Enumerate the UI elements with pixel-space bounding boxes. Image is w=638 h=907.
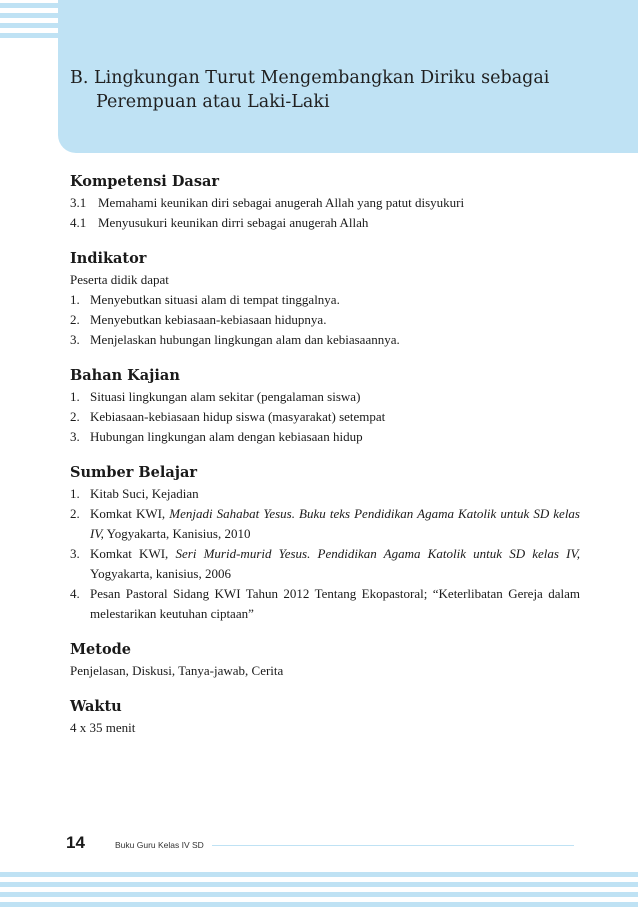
list-item	[70, 330, 580, 350]
bahan-section	[70, 366, 580, 447]
list-item	[70, 387, 580, 407]
book-title: Buku Guru Kelas IV SD	[115, 840, 204, 850]
list-item	[70, 427, 580, 447]
list-item	[70, 193, 580, 213]
decorative-stripe	[0, 882, 638, 887]
item-number: 3.	[70, 332, 80, 347]
item-number: 2.	[70, 506, 80, 521]
decorative-stripe	[0, 892, 638, 897]
kompetensi-section	[70, 172, 580, 233]
metode-text: Penjelasan, Diskusi, Tanya-jawab, Cerita	[70, 663, 284, 678]
decorative-stripe	[0, 872, 638, 877]
decorative-stripe	[0, 902, 638, 907]
list-item	[70, 407, 580, 427]
item-text: Situasi lingkungan alam sekitar (pengalaman siswa)	[90, 389, 361, 404]
item-text: Kitab Suci, Kejadian	[90, 486, 199, 501]
bahan-heading: Bahan Kajian	[70, 367, 180, 384]
item-text	[90, 504, 580, 544]
item-text: Menjelaskan hubungan lingkungan alam dan kebiasaannya.	[90, 332, 400, 347]
item-number: 1.	[70, 292, 80, 307]
item-number: 3.	[70, 546, 80, 561]
indikator-intro: Peserta didik dapat	[70, 272, 169, 287]
item-text: Menyebutkan kebiasaan-kebiasaan hidupnya.	[90, 312, 327, 327]
section-title-line1: B. Lingkungan Turut Mengembangkan Diriku sebagai	[70, 68, 550, 88]
item-number: 1.	[70, 486, 80, 501]
item-number: 2.	[70, 312, 80, 327]
list-item	[70, 584, 580, 624]
list-item	[70, 290, 580, 310]
item-text: Menyusukuri keunikan dirri sebagai anugerah Allah	[98, 215, 369, 230]
decorative-stripe	[0, 23, 58, 28]
metode-heading: Metode	[70, 641, 132, 658]
waktu-text: 4 x 35 menit	[70, 720, 136, 735]
decorative-stripe	[0, 3, 58, 8]
waktu-heading: Waktu	[70, 698, 122, 715]
item-text-plain: Komkat KWI,	[90, 506, 170, 521]
item-text: Memahami keunikan diri sebagai anugerah Allah yang patut disyukuri	[98, 195, 465, 210]
item-number: 3.	[70, 429, 80, 444]
section-title	[70, 66, 610, 114]
item-number: 4.1	[70, 215, 87, 230]
list-item	[70, 484, 580, 504]
waktu-section	[70, 697, 580, 738]
decorative-stripe	[0, 13, 58, 18]
kompetensi-heading: Kompetensi Dasar	[70, 173, 220, 190]
indikator-heading: Indikator	[70, 250, 147, 267]
metode-section	[70, 640, 580, 681]
page-number: 14	[66, 833, 85, 852]
item-text-italic: Menjadi Sahabat Yesus. Buku teks Pendidikan Agama Katolik untuk SD kelas IV,	[90, 506, 580, 541]
indikator-section	[70, 249, 580, 350]
section-title-line2: Perempuan atau Laki-Laki	[96, 92, 330, 112]
item-text: Hubungan lingkungan alam dengan kebiasaan hidup	[90, 429, 363, 444]
item-text-italic: Seri Murid-murid Yesus. Pendidikan Agama Katolik untuk SD kelas IV,	[175, 546, 580, 561]
item-number: 1.	[70, 389, 80, 404]
item-number: 3.1	[70, 195, 87, 210]
item-text-plain: Yogyakarta, Kanisius, 2010	[103, 526, 251, 541]
item-number: 4.	[70, 586, 80, 601]
list-item	[70, 504, 580, 544]
item-text: Menyebutkan situasi alam di tempat tinggalnya.	[90, 292, 340, 307]
item-text-plain: Komkat KWI,	[90, 546, 176, 561]
item-text-plain: Yogyakarta, kanisius, 2006	[90, 566, 231, 581]
item-number: 2.	[70, 409, 80, 424]
list-item	[70, 213, 580, 233]
footer-divider	[212, 845, 574, 846]
decorative-stripe	[0, 33, 58, 38]
page-content	[70, 172, 580, 738]
item-text	[90, 544, 580, 584]
list-item	[70, 544, 580, 584]
sumber-section	[70, 463, 580, 624]
item-text: Kebiasaan-kebiasaan hidup siswa (masyarakat) setempat	[90, 409, 386, 424]
item-text: Pesan Pastoral Sidang KWI Tahun 2012 Tentang Ekopastoral; “Keterlibatan Gereja dalam melestarikan keutuhan ciptaan”	[90, 586, 580, 621]
list-item	[70, 310, 580, 330]
sumber-heading: Sumber Belajar	[70, 464, 198, 481]
